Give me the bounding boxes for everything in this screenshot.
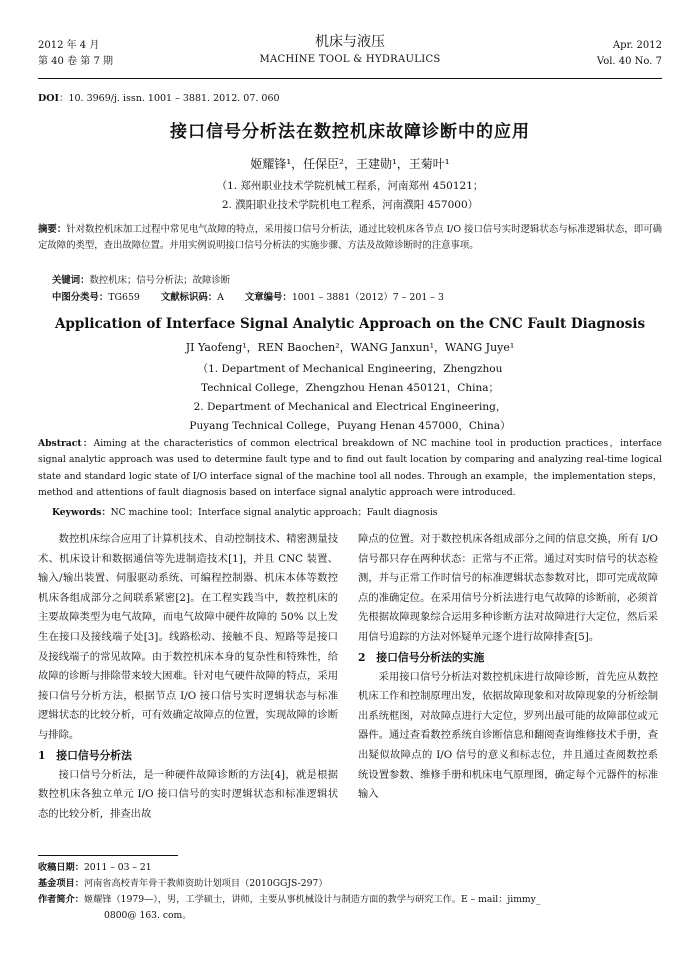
fund-project [38, 876, 662, 892]
author-bio [38, 892, 662, 908]
body-paragraph: 接口信号分析法，是一种硬件故障诊断的方法[4]，就是根据数控机床各独立单元 I/O 接口信号的实时逻辑状态和标准逻辑状态的比较分析，排查出故 [38, 768, 338, 820]
affiliation-cn-1: （1. 郑州职业技术学院机械工程系，河南郑州 450121； [216, 180, 484, 192]
abstract-cn-label: 摘要： [38, 224, 67, 235]
title-en: Application of Interface Signal Analytic Approach on the CNC Fault Diagnosis [54, 316, 646, 332]
doi-value: ：10. 3969/j. issn. 1001 – 3881. 2012. 07. 060 [58, 93, 280, 104]
section-heading-1: 1 接口信号分析法 [38, 748, 132, 762]
abstract-en [38, 436, 662, 501]
issue-date-en: Apr. 2012 [612, 40, 662, 51]
doi-label: DOI [38, 93, 59, 104]
received-date [38, 860, 662, 876]
footnote [38, 860, 662, 924]
abstract-en-label: Abstract： [38, 438, 94, 449]
received-label: 收稿日期： [38, 862, 84, 873]
author-bio-text: 姬耀锋（1979—），男，工学硕士，讲师，主要从事机械设计与制造方面的教学与研究工作。E – mail：jimmy_ [83, 894, 541, 905]
keywords-en-text: NC machine tool；Interface signal analytic approach；Fault diagnosis [110, 507, 438, 518]
authors-cn: 姬耀锋¹，任保臣²，王建勋¹，王菊叶¹ [250, 157, 450, 171]
doi [38, 90, 280, 104]
section-heading-2: 2 接口信号分析法的实施 [358, 650, 485, 664]
affiliation-en-3: 2. Department of Mechanical and Electrical Engineering， [193, 401, 507, 413]
body-paragraph: 障点的位置。对于数控机床各组成部分之间的信息交换，所有 I/O 信号都只存在两种状态：正常与不正常。通过对实时信号的状态检测，并与正常工作时信号的标准逻辑状态参数对比，即可完成故障点的准确定位。在采用信号分析法进行电气故障的诊断前，必须首先根据故障现象综合运用多种诊断方法对故障进行大定位，然后采用信号追踪的方法对怀疑单元逐个进行故障排查[5]。 [358, 533, 658, 643]
body-paragraph: 数控机床综合应用了计算机技术、自动控制技术、精密测量技术、机床设计和数据通信等先进制造技术[1]，并且 CNC 装置、输入/输出装置、伺服驱动系统、可编程控制器、机床本体等数控机床各组成部分之间联系紧密[2]。在工程实践当中，数控机床的主要故障类型为电气故障，而电气故障中硬件故障的 50% 以上发生在接口及接线端子处[3]。线路松动、接触不良、短路等是接口及接线端子的常见故障。由于数控机床本身的复杂性和特殊性，给故障的诊断与排除带来较大困难。针对电气硬件故障的特点，采用接口信号分析方法，根据节点 I/O 接口信号实时逻辑状态与标准逻辑状态的比较分析，可有效确定故障点的位置，实现故障的诊断与排除。 [38, 533, 338, 741]
clc-value: TG659 [108, 292, 140, 303]
volume-en: Vol. 40 No. 7 [596, 56, 662, 67]
abstract-en-text: Aiming at the characteristics of common electrical breakdown of NC machine tool in production practices，interface signal analytic approach was used to determine fault type and to find out fault location by comparing and analyzing real-time logical state and standard logic state of I/O interface signal of the machine tool all nodes. Through an example，the implementation steps，method and attentions of fault diagnosis based on interface signal analytic approach were introduced. [38, 438, 662, 498]
body-column-left [38, 530, 338, 824]
affiliation-en-2: Technical College，Zhengzhou Henan 450121，China； [201, 382, 499, 394]
clc-label: 中图分类号： [52, 292, 109, 303]
author-email-cont: 0800@ 163. com。 [104, 910, 192, 921]
journal-header [38, 32, 662, 74]
keywords-cn [52, 272, 662, 286]
keywords-en [52, 504, 662, 518]
doccode-label: 文献标识码： [160, 292, 218, 303]
affiliation-en-1: （1. Department of Mechanical Engineering，Zhengzhou [197, 363, 503, 375]
footnote-rule [38, 855, 178, 856]
affiliations-cn [0, 177, 700, 215]
body-column-right [358, 530, 658, 805]
journal-name-en: MACHINE TOOL & HYDRAULICS [259, 54, 441, 65]
journal-name-cn: 机床与液压 [315, 34, 385, 50]
keywords-cn-text: 数控机床；信号分析法；故障诊断 [89, 275, 231, 286]
title-cn: 接口信号分析法在数控机床故障诊断中的应用 [170, 122, 530, 142]
received-value: 2011 – 03 – 21 [83, 862, 152, 873]
header-center [38, 32, 662, 68]
volume-cn: 第 40 卷 第 7 期 [38, 56, 113, 67]
affiliation-cn-2: 2. 濮阳职业技术学院机电工程系，河南濮阳 457000） [221, 199, 479, 211]
header-right [597, 38, 662, 70]
header-rule [38, 78, 662, 79]
keywords-cn-label: 关键词： [52, 275, 90, 286]
authors-en: JI Yaofeng¹，REN Baochen²，WANG Janxun¹，WANG Juye¹ [185, 341, 515, 354]
issue-date-cn: 2012 年 4 月 [38, 40, 100, 51]
fund-label: 基金项目： [38, 878, 84, 889]
doccode-value: A [217, 292, 224, 303]
article-value: 1001 – 3881（2012）7 – 201 – 3 [291, 292, 444, 303]
classification-cn [52, 289, 662, 303]
fund-value: 河南省高校青年骨干教师资助计划项目（2010GGJS-297） [83, 878, 328, 889]
keywords-en-label: Keywords： [52, 507, 111, 518]
affiliation-en-4: Puyang Technical College，Puyang Henan 457000，China） [189, 420, 511, 432]
abstract-cn [38, 222, 662, 254]
author-bio-label: 作者简介： [38, 894, 84, 905]
article-label: 文章编号： [244, 292, 292, 303]
body-paragraph: 采用接口信号分析法对数控机床进行故障诊断，首先应从数控机床工作和控制原理出发，依据故障现象和对故障现象的分析绘制出系统框图，对故障点进行大定位，罗列出最可能的故障部位或元器件。通过查看数控系统自诊断信息和翻阅查询维修技术手册，查出疑似故障点的 I/O 信号的意义和标志位，并且通过查阅数控系统设置参数、维修手册和机床电气原理图，确定每个元器件的标准输入 [358, 670, 658, 801]
abstract-cn-text: 针对数控机床加工过程中常见电气故障的特点，采用接口信号分析法，通过比较机床各节点 I/O 接口信号实时逻辑状态与标准逻辑状态，即可确定故障的类型，查出故障位置。并用实例说明接口信号分析法的实施步骤、方法及故障诊断时的注意事项。 [38, 224, 662, 251]
affiliations-en [0, 360, 700, 436]
